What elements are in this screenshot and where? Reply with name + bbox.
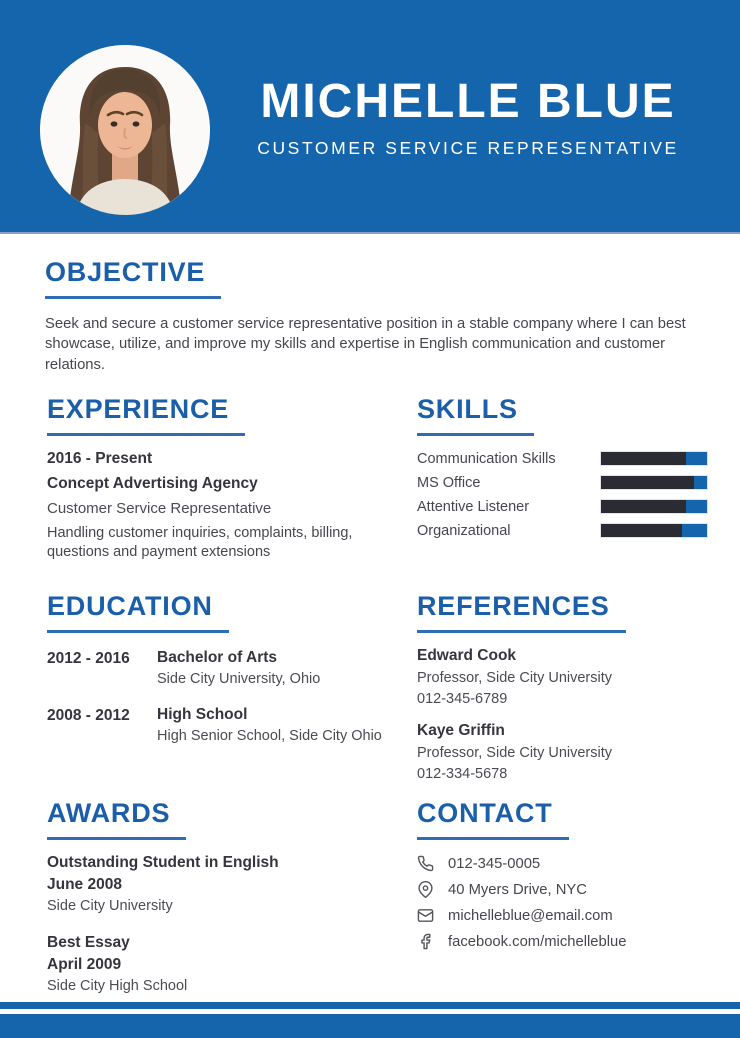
skill-bar-fill <box>601 500 686 513</box>
experience-company: Concept Advertising Agency <box>47 475 258 492</box>
education-item <box>47 649 392 687</box>
education-detail <box>157 649 320 687</box>
reference-title: Professor, Side City University <box>417 745 613 761</box>
skill-bar <box>601 452 707 465</box>
skills-heading: SKILLS <box>417 394 534 436</box>
contact-email: michelleblue@email.com <box>448 907 613 924</box>
skill-bar-fill <box>601 452 686 465</box>
awards-section <box>47 798 392 1014</box>
location-icon <box>417 881 434 898</box>
skill-label: Attentive Listener <box>417 498 530 515</box>
contact-address: 40 Myers Drive, NYC <box>448 881 587 898</box>
education-degree: High School <box>157 706 248 723</box>
award-institution: Side City University <box>47 898 173 914</box>
experience-item <box>47 450 382 562</box>
reference-name: Edward Cook <box>417 647 517 664</box>
footer-thin-stripe <box>0 1002 740 1009</box>
references-heading: REFERENCES <box>417 591 626 633</box>
experience-period: 2016 - Present <box>47 450 153 467</box>
award-item <box>47 854 392 914</box>
skill-bar <box>601 476 707 489</box>
reference-phone: 012-334-5678 <box>417 766 508 782</box>
reference-phone: 012-345-6789 <box>417 691 508 707</box>
contact-row-phone <box>417 855 722 872</box>
award-date: June 2008 <box>47 876 122 893</box>
references-list <box>417 647 717 782</box>
award-institution: Side City High School <box>47 978 188 994</box>
reference-title: Professor, Side City University <box>417 670 613 686</box>
contact-list <box>417 855 722 950</box>
experience-role: Customer Service Representative <box>47 500 272 517</box>
skills-section <box>417 394 707 548</box>
person-name: MICHELLE BLUE <box>260 75 676 128</box>
skill-row <box>417 500 707 513</box>
objective-section <box>45 257 705 375</box>
education-detail <box>157 706 382 744</box>
contact-row-email <box>417 907 722 924</box>
education-section <box>47 591 392 763</box>
contact-phone: 012-345-0005 <box>448 855 541 872</box>
contact-row-facebook <box>417 933 722 950</box>
woman-portrait-illustration <box>40 45 210 215</box>
skill-bar-fill <box>601 476 694 489</box>
skill-bar-fill <box>601 524 682 537</box>
reference-item <box>417 647 717 707</box>
header-banner <box>0 0 740 234</box>
awards-heading: AWARDS <box>47 798 186 840</box>
email-icon <box>417 907 434 924</box>
experience-description: Handling customer inquiries, complaints, billing, questions and payment extensions <box>47 525 353 560</box>
references-section <box>417 591 717 797</box>
education-school: High Senior School, Side City Ohio <box>157 728 382 744</box>
phone-icon <box>417 855 434 872</box>
award-item <box>47 934 392 994</box>
skill-label: Communication Skills <box>417 450 556 467</box>
award-title: Outstanding Student in English <box>47 854 279 871</box>
education-item <box>47 706 392 744</box>
awards-list <box>47 854 392 994</box>
experience-section <box>47 394 382 562</box>
facebook-icon <box>417 933 434 950</box>
objective-text: Seek and secure a customer service representative position in a stable company where I can best showcase, utilize, and improve my skills and expertise in English communication and customer relations. <box>45 316 686 373</box>
skill-bar <box>601 500 707 513</box>
contact-section <box>417 798 722 959</box>
award-title: Best Essay <box>47 934 130 951</box>
skills-list <box>417 452 707 537</box>
reference-item <box>417 722 717 782</box>
education-heading: EDUCATION <box>47 591 229 633</box>
education-period: 2008 - 2012 <box>47 707 130 724</box>
contact-facebook: facebook.com/michelleblue <box>448 933 627 950</box>
skill-row <box>417 452 707 465</box>
award-date: April 2009 <box>47 956 122 973</box>
education-degree: Bachelor of Arts <box>157 649 278 666</box>
profile-photo <box>40 45 210 215</box>
skill-bar <box>601 524 707 537</box>
education-list <box>47 649 392 744</box>
education-period: 2012 - 2016 <box>47 650 130 667</box>
skill-row <box>417 524 707 537</box>
contact-row-address <box>417 881 722 898</box>
reference-name: Kaye Griffin <box>417 722 505 739</box>
experience-heading: EXPERIENCE <box>47 394 245 436</box>
objective-heading: OBJECTIVE <box>45 257 221 299</box>
footer-bar <box>0 1014 740 1038</box>
header-text <box>212 76 724 159</box>
skill-label: Organizational <box>417 522 511 539</box>
skill-row <box>417 476 707 489</box>
skill-label: MS Office <box>417 474 481 491</box>
education-school: Side City University, Ohio <box>157 671 321 687</box>
contact-heading: CONTACT <box>417 798 569 840</box>
person-job-title: CUSTOMER SERVICE REPRESENTATIVE <box>257 137 679 158</box>
